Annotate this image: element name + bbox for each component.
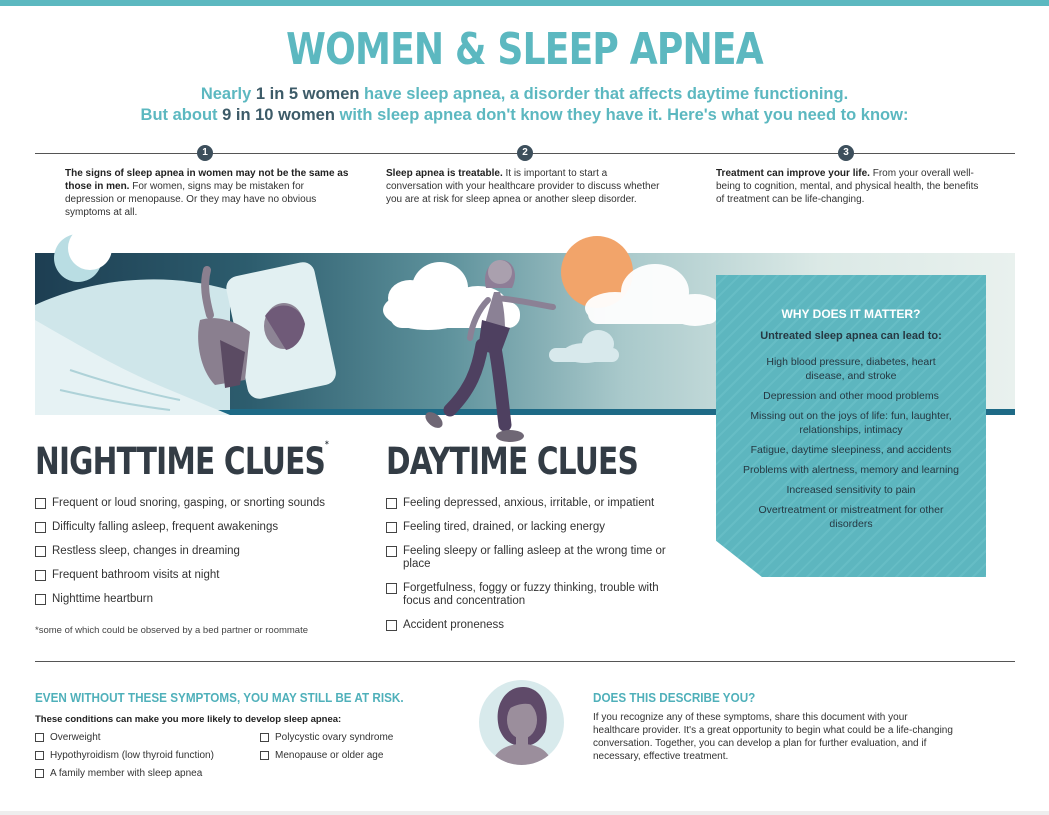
checkbox-icon[interactable] bbox=[386, 583, 397, 594]
point-number-2: 2 bbox=[517, 145, 533, 161]
list-item: Feeling depressed, anxious, irritable, or impatient bbox=[386, 497, 686, 510]
list-item: Overtreatment or mistreatment for other disorders bbox=[758, 504, 944, 530]
list-item: Menopause or older age bbox=[260, 750, 450, 762]
key-point-2: Sleep apnea is treatable. It is important to start a conversation with your healthcare provider to discuss whether you are at risk for sleep apnea or another sleep disorder. bbox=[386, 168, 660, 205]
checkbox-icon[interactable] bbox=[35, 594, 46, 605]
checkbox-icon[interactable] bbox=[35, 733, 44, 742]
checkbox-icon[interactable] bbox=[35, 769, 44, 778]
nighttime-footnote: *some of which could be observed by a bed partner or roommate bbox=[35, 625, 309, 636]
list-item: Difficulty falling asleep, frequent awakenings bbox=[35, 521, 365, 534]
list-item: Hypothyroidism (low thyroid function) bbox=[35, 750, 260, 762]
point-number-3: 3 bbox=[838, 145, 854, 161]
page-title: WOMEN & SLEEP APNEA bbox=[286, 24, 763, 75]
list-item: Accident proneness bbox=[386, 619, 686, 632]
bottom-accent-bar bbox=[0, 811, 1049, 815]
risk-heading: EVEN WITHOUT THESE SYMPTOMS, YOU MAY STILL BE AT RISK. bbox=[35, 690, 404, 705]
list-item: Feeling sleepy or falling asleep at the wrong time or place bbox=[386, 545, 686, 571]
daytime-clues-heading: DAYTIME CLUES bbox=[386, 440, 638, 483]
list-item: Nighttime heartburn bbox=[35, 593, 365, 606]
risk-lead: These conditions can make you more likely to develop sleep apnea: bbox=[35, 714, 342, 725]
list-item: Problems with alertness, memory and learning bbox=[743, 464, 959, 476]
cloud-icon bbox=[549, 330, 619, 363]
checkbox-icon[interactable] bbox=[386, 546, 397, 557]
checkbox-icon[interactable] bbox=[35, 570, 46, 581]
subtitle-line-1: Nearly 1 in 5 women have sleep apnea, a disorder that affects daytime functioning. bbox=[200, 85, 849, 103]
list-item: Forgetfulness, foggy or fuzzy thinking, trouble with focus and concentration bbox=[386, 582, 686, 608]
nighttime-clues-heading: NIGHTTIME CLUES* bbox=[35, 440, 329, 483]
list-item: A family member with sleep apnea bbox=[35, 768, 260, 780]
woman-avatar-icon bbox=[479, 680, 564, 765]
checkbox-icon[interactable] bbox=[386, 498, 397, 509]
describe-heading: DOES THIS DESCRIBE YOU? bbox=[593, 690, 756, 705]
list-item: Restless sleep, changes in dreaming bbox=[35, 545, 365, 558]
sleeping-woman-illustration bbox=[35, 260, 338, 415]
key-point-3: Treatment can improve your life. From your overall well-being to cognition, mental, and physical health, the benefits of treatment can be life-changing. bbox=[716, 168, 979, 205]
list-item: Polycystic ovary syndrome bbox=[260, 732, 450, 744]
subtitle-line-2: But about 9 in 10 women with sleep apnea don't know they have it. Here's what you need to know: bbox=[140, 106, 909, 124]
risk-conditions-list-1 bbox=[35, 732, 260, 786]
list-item: Frequent bathroom visits at night bbox=[35, 569, 365, 582]
crescent-moon-icon bbox=[54, 226, 112, 282]
key-point-1: The signs of sleep apnea in women may not be the same as those in men. For women, signs may be mistaken for depression or menopause. Or they may have no obvious symptoms at all. bbox=[65, 168, 349, 218]
list-item: Depression and other mood problems bbox=[763, 390, 939, 402]
list-item: High blood pressure, diabetes, heart disease, and stroke bbox=[766, 356, 936, 382]
nighttime-clues-list bbox=[35, 497, 365, 617]
describe-body: If you recognize any of these symptoms, share this document with your healthcare provider. It's a great opportunity to begin what could be a life-changing conversation. Together, you can develop a plan for further evaluation, and if necessary, effective treatment. bbox=[593, 712, 953, 762]
checkbox-icon[interactable] bbox=[35, 751, 44, 760]
risk-conditions-list-2 bbox=[260, 732, 450, 768]
checkbox-icon[interactable] bbox=[260, 733, 269, 742]
checkbox-icon[interactable] bbox=[35, 498, 46, 509]
checkbox-icon[interactable] bbox=[386, 522, 397, 533]
consequences-list bbox=[726, 355, 976, 537]
point-number-1: 1 bbox=[197, 145, 213, 161]
list-item: Increased sensitivity to pain bbox=[786, 484, 916, 496]
daytime-clues-list bbox=[386, 497, 686, 643]
list-item: Feeling tired, drained, or lacking energy bbox=[386, 521, 686, 534]
top-accent-bar bbox=[0, 0, 1049, 6]
checkbox-icon[interactable] bbox=[35, 522, 46, 533]
why-it-matters-lead: Untreated sleep apnea can lead to: bbox=[760, 330, 942, 342]
list-item: Fatigue, daytime sleepiness, and accidents bbox=[750, 444, 952, 456]
list-item: Missing out on the joys of life: fun, laughter, relationships, intimacy bbox=[750, 410, 952, 436]
checkbox-icon[interactable] bbox=[386, 620, 397, 631]
list-item: Overweight bbox=[35, 732, 260, 744]
checkbox-icon[interactable] bbox=[260, 751, 269, 760]
checkbox-icon[interactable] bbox=[35, 546, 46, 557]
why-it-matters-title: WHY DOES IT MATTER? bbox=[781, 307, 921, 321]
bottom-divider bbox=[35, 661, 1015, 662]
list-item: Frequent or loud snoring, gasping, or snorting sounds bbox=[35, 497, 365, 510]
